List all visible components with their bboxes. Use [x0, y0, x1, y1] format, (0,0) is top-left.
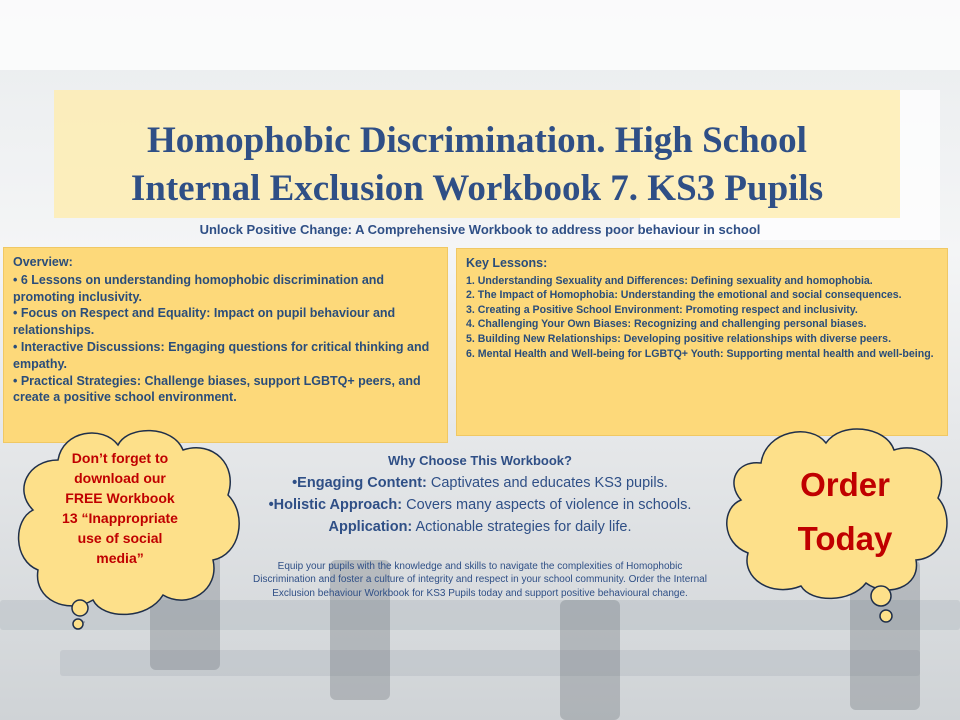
- order-line: Today: [797, 520, 893, 557]
- closing-paragraph: Equip your pupils with the knowledge and skills to navigate the complexities of Homophobic Discrimination and foster a culture of integrity and respect in your school community. Order the Internal Exclusion behaviour Workbook for KS3 Pupils today and support positive behavioural change.: [253, 561, 707, 599]
- overview-item: • Interactive Discussions: Engaging questions for critical thinking and empathy.: [13, 339, 430, 371]
- order-line: Order: [800, 466, 890, 503]
- why-heading: Why Choose This Workbook?: [388, 453, 572, 468]
- why-point-text: Actionable strategies for daily life.: [412, 519, 632, 535]
- lesson-item: 4. Challenging Your Own Biases: Recognizing and challenging personal biases.: [466, 318, 867, 331]
- subtitle: Unlock Positive Change: A Comprehensive Workbook to address poor behaviour in school: [199, 222, 761, 237]
- title-line-2: Internal Exclusion Workbook 7. KS3 Pupils: [130, 168, 824, 209]
- overview-item: • 6 Lessons on understanding homophobic discrimination and promoting inclusivity.: [13, 272, 385, 304]
- callout-line: use of social: [77, 530, 163, 546]
- lesson-item: 6. Mental Health and Well-being for LGBTQ+ Youth: Supporting mental health and well-being.: [466, 347, 934, 360]
- ceiling-light-area: [0, 0, 960, 70]
- why-point-label: Application:: [328, 519, 413, 535]
- why-point-text: Covers many aspects of violence in schools.: [402, 497, 692, 513]
- why-point: [230, 516, 730, 538]
- overview-item: • Practical Strategies: Challenge biases, support LGBTQ+ peers, and create a positive school environment.: [13, 373, 421, 405]
- why-point-label: •Engaging Content:: [292, 475, 427, 491]
- key-lessons-heading: Key Lessons:: [466, 256, 548, 270]
- callout-line: download our: [74, 470, 166, 486]
- why-choose-section: [230, 450, 730, 538]
- why-point: [230, 494, 730, 516]
- free-workbook-callout[interactable]: [22, 448, 218, 568]
- key-lessons-box: [456, 248, 948, 436]
- overview-box: [3, 247, 448, 443]
- lesson-item: 3. Creating a Positive School Environment: Promoting respect and inclusivity.: [466, 303, 858, 316]
- overview-heading: Overview:: [13, 255, 73, 269]
- overview-item: • Focus on Respect and Equality: Impact on pupil behaviour and relationships.: [13, 306, 396, 338]
- page-title: [54, 117, 900, 213]
- chair: [560, 600, 620, 720]
- why-point-text: Captivates and educates KS3 pupils.: [426, 475, 668, 491]
- callout-line: media”: [96, 550, 144, 566]
- why-point-label: •Holistic Approach:: [268, 497, 403, 513]
- callout-line: 13 “Inappropriate: [62, 510, 178, 526]
- lesson-item: 2. The Impact of Homophobia: Understanding the emotional and social consequences.: [466, 289, 902, 302]
- callout-line: FREE Workbook: [65, 490, 175, 506]
- lesson-item: 5. Building New Relationships: Developing positive relationships with diverse peers.: [466, 332, 892, 345]
- why-point: [230, 472, 730, 494]
- order-today-button[interactable]: [740, 458, 950, 566]
- title-line-1: Homophobic Discrimination. High School: [147, 120, 807, 161]
- lesson-item: 1. Understanding Sexuality and Differences: Defining sexuality and homophobia.: [466, 274, 873, 287]
- callout-line: Don’t forget to: [71, 450, 169, 466]
